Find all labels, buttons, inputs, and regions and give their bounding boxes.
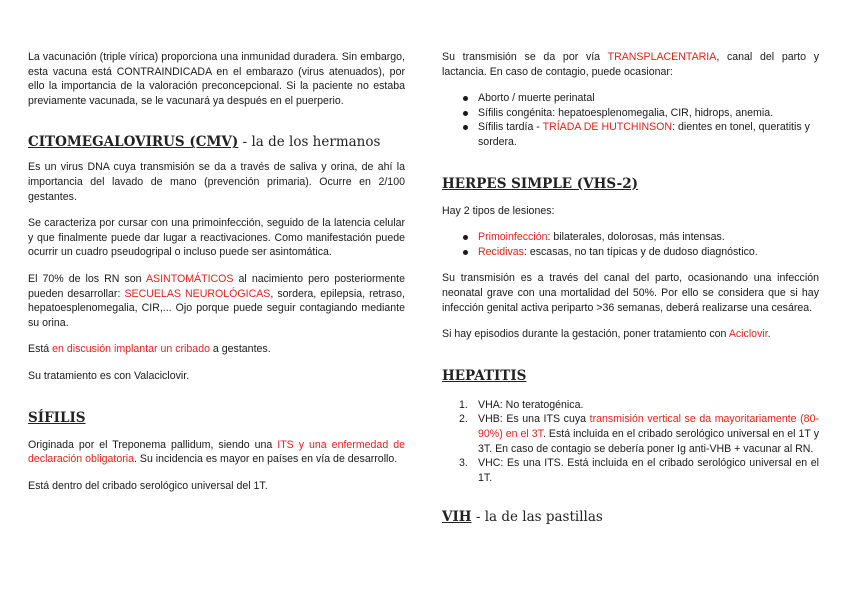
hepatitis-list — [442, 398, 819, 486]
highlight-hutchinson: TRÍADA DE HUTCHINSON — [542, 121, 673, 134]
vacuna-paragraph: La vacunación (triple vírica) proporciona una inmunidad duradera. Sin embargo, esta vacuna está CONTRAINDICADA en el embarazo (virus atenuados), por ello la importancia de la valoración preconcepcional. Si la paciente no estaba previamente vacunada, se le vacunará ya después en el puerperio. — [28, 51, 405, 107]
text-run: , canal del parto y lactancia. En caso de contagio, puede ocasionar: — [442, 51, 819, 78]
text-run: Está — [28, 343, 53, 356]
herpes-paragraph-2 — [442, 327, 819, 342]
cmv-paragraph-2: Se caracteriza por cursar con una primoinfección, seguido de la latencia celular y que finalmente puede dar lugar a reactivaciones. Como manifestación puede ocurrir un cuadro pseudogripal o incluso puede ser asintomática. — [28, 217, 405, 259]
text-run: a gestantes. — [209, 343, 271, 356]
list-item: Sífilis congénita: hepatoesplenomegalia, CIR, hidrops, anemia. — [442, 106, 819, 121]
highlight-secuelas: SECUELAS NEUROLÓGICAS — [124, 287, 271, 300]
cmv-paragraph-3 — [28, 272, 405, 330]
list-item: Aborto / muerte perinatal — [442, 91, 819, 106]
left-column — [28, 50, 405, 493]
vih-subtitle: - la de las pastillas — [471, 509, 603, 526]
highlight-its: ITS y una enfermedad de declaración obligatoria — [28, 438, 405, 466]
text-run: : dientes en tonel, queratitis y sordera. — [478, 121, 810, 148]
highlight-transmision-vertical: transmisión vertical se da mayoritariamente (80-90%) en el 3T — [478, 413, 819, 440]
sifilis-paragraph-2: Está dentro del cribado serológico universal del 1T. — [28, 479, 268, 492]
sifilis-consequences-list — [442, 91, 819, 149]
herpes-paragraph-1: Su transmisión es a través del canal del parto, ocasionando una infección neonatal grave con una mortalidad del 50%. Por ello se considera que si hay infección genital activa periparto >36 semanas, deberá realizarse una cesárea. — [442, 272, 819, 314]
cmv-paragraph-4 — [28, 342, 405, 357]
text-run: Su transmisión se da por vía — [442, 51, 608, 63]
list-item — [442, 245, 819, 260]
text-run: . Está incluida en el cribado serológico universal en el 1T y 3T. En caso de contagio se debería poner Ig anti-VHB + vacunar al RN. — [478, 427, 819, 455]
list-item — [442, 230, 819, 245]
text-run: . Su incidencia es mayor en países en vía de desarrollo. — [134, 453, 398, 466]
text-run: : bilaterales, dolorosas, más intensas. — [547, 231, 725, 244]
highlight-asintomaticos: ASINTOMÁTICOS — [145, 272, 234, 285]
text-run: Si hay episodios durante la gestación, poner tratamiento con — [442, 328, 729, 341]
highlight-cribado: en discusión implantar un cribado — [52, 343, 210, 356]
list-item — [442, 120, 819, 149]
highlight-transplacentaria: TRANSPLACENTARIA — [607, 51, 717, 63]
list-number: 3. — [459, 457, 468, 470]
text-run: VHB: Es una ITS cuya — [478, 413, 590, 426]
text-run: VHC: Es una ITS. Está incluida en el cribado serológico universal en el 1T. — [478, 457, 819, 484]
list-number: 2. — [459, 413, 468, 426]
text-run: , sordera, epilepsia, retraso, hepatoesplenomegalia, CIR,... Ojo porque puede seguir contagiando mediante su orina. — [28, 287, 405, 329]
list-item — [442, 398, 819, 413]
herpes-intro: Hay 2 tipos de lesiones: — [442, 204, 555, 217]
vih-title: VIH — [442, 509, 472, 526]
right-column — [442, 50, 819, 525]
list-item — [442, 456, 819, 485]
text-run: Sífilis tardía - — [478, 121, 543, 134]
vih-heading — [442, 509, 819, 525]
cmv-paragraph-1: Es un virus DNA cuya transmisión se da a través de saliva y orina, de ahí la importancia del lavado de mano (prevención primaria). Ocurre en 2/100 gestantes. — [28, 161, 405, 203]
text-run: : escasas, no tan típicas y de dudoso diagnóstico. — [523, 245, 758, 258]
text-run: VHA: No teratogénica. — [478, 398, 584, 411]
text-run: . — [767, 328, 771, 341]
list-item — [442, 412, 819, 456]
highlight-recidivas: Recidivas — [478, 245, 524, 258]
sifilis-paragraph-1 — [28, 438, 405, 467]
cmv-paragraph-5: Su tratamiento es con Valaciclovir. — [28, 369, 190, 382]
sifilis-transmission-paragraph — [442, 50, 819, 79]
hepatitis-heading — [442, 368, 819, 384]
text-run: El 70% de los RN son — [28, 272, 146, 285]
highlight-primoinfeccion: Primoinfección — [478, 231, 548, 244]
cmv-subtitle: - la de los hermanos — [238, 134, 381, 151]
hepatitis-title: HEPATITIS — [442, 367, 527, 384]
cmv-title: CITOMEGALOVIRUS (CMV) — [28, 134, 239, 151]
sifilis-title: SÍFILIS — [28, 409, 86, 426]
highlight-aciclovir: Aciclovir — [728, 328, 768, 341]
text-run: al nacimiento pero posteriormente pueden desarrollar: — [28, 272, 405, 300]
sifilis-heading — [28, 410, 405, 426]
text-run: Originada por el Treponema pallidum, siendo una — [28, 438, 278, 451]
herpes-heading — [442, 176, 819, 192]
herpes-title: HERPES SIMPLE (VHS-2) — [442, 175, 639, 192]
cmv-heading — [28, 134, 405, 150]
herpes-lesions-list — [442, 230, 819, 259]
list-number: 1. — [459, 398, 468, 411]
